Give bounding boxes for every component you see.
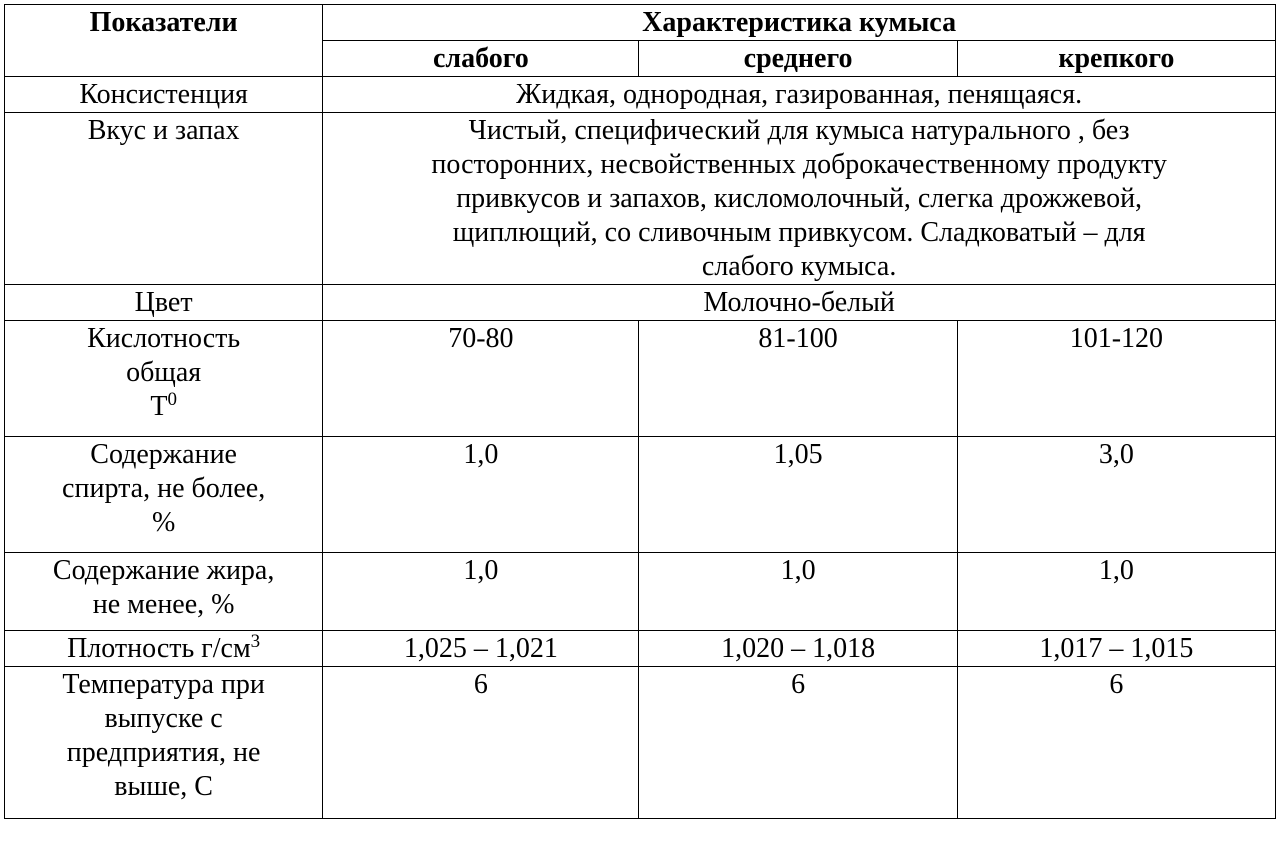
table-row-acidity xyxy=(5,321,1276,437)
label-line: Кислотность xyxy=(87,323,241,354)
cell-weak: 1,025 – 1,021 xyxy=(323,631,639,667)
row-label: Консистенция xyxy=(5,77,323,113)
cell-weak: 1,0 xyxy=(323,437,639,553)
cell-medium: 6 xyxy=(639,667,957,819)
row-value xyxy=(323,113,1276,285)
row-value: Жидкая, однородная, газированная, пенящаяся. xyxy=(323,77,1276,113)
row-label xyxy=(5,321,323,437)
label-line: спирта, не более, xyxy=(62,473,266,504)
subheader-strong: крепкого xyxy=(957,41,1275,77)
row-label: Цвет xyxy=(5,285,323,321)
superscript: 0 xyxy=(167,389,177,410)
cell-strong: 1,0 xyxy=(957,553,1275,631)
cell-medium: 1,05 xyxy=(639,437,957,553)
subheader-medium: среднего xyxy=(639,41,957,77)
row-label xyxy=(5,553,323,631)
cell-medium: 1,0 xyxy=(639,553,957,631)
cell-strong: 1,017 – 1,015 xyxy=(957,631,1275,667)
header-indicators: Показатели xyxy=(5,5,323,77)
subheader-weak: слабого xyxy=(323,41,639,77)
table-row-consistency xyxy=(5,77,1276,113)
text-line: щиплющий, со сливочным привкусом. Сладковатый – для xyxy=(452,217,1146,248)
text-line: слабого кумыса. xyxy=(701,251,897,282)
table-row-color xyxy=(5,285,1276,321)
cell-weak: 6 xyxy=(323,667,639,819)
text-line: посторонних, несвойственных доброкачественному продукту xyxy=(431,149,1167,180)
superscript: 3 xyxy=(250,631,261,652)
label-line: общая xyxy=(126,357,202,388)
cell-weak: 70-80 xyxy=(323,321,639,437)
label-line: Содержание xyxy=(90,439,237,470)
label-line: Содержание жира, xyxy=(52,555,275,586)
label-line: не менее, % xyxy=(92,589,235,620)
text-line: привкусов и запахов, кисломолочный, слегка дрожжевой, xyxy=(456,183,1143,214)
label-line: выпуске с xyxy=(104,703,223,734)
row-label xyxy=(5,631,323,667)
table-row-alcohol xyxy=(5,437,1276,553)
label-line: % xyxy=(151,507,176,538)
cell-strong: 6 xyxy=(957,667,1275,819)
label-line: Температура при xyxy=(62,669,265,700)
cell-medium: 81-100 xyxy=(639,321,957,437)
text-line: Чистый, специфический для кумыса натурального , без xyxy=(468,115,1130,146)
label-text: Плотность г/см xyxy=(67,633,251,664)
table-row-fat xyxy=(5,553,1276,631)
label-line: выше, С xyxy=(114,771,213,802)
table-row-density xyxy=(5,631,1276,667)
cell-strong: 3,0 xyxy=(957,437,1275,553)
header-characteristics: Характеристика кумыса xyxy=(323,5,1276,41)
row-label xyxy=(5,667,323,819)
header-row xyxy=(5,5,1276,41)
row-value: Молочно-белый xyxy=(323,285,1276,321)
label-line xyxy=(11,390,316,424)
cell-strong: 101-120 xyxy=(957,321,1275,437)
row-label: Вкус и запах xyxy=(5,113,323,285)
table-row-temperature xyxy=(5,667,1276,819)
label-line: предприятия, не xyxy=(66,737,261,768)
document-page xyxy=(4,4,1276,819)
koumiss-characteristics-table xyxy=(4,4,1276,819)
table-row-taste xyxy=(5,113,1276,285)
cell-medium: 1,020 – 1,018 xyxy=(639,631,957,667)
cell-weak: 1,0 xyxy=(323,553,639,631)
row-label xyxy=(5,437,323,553)
label-text: Т xyxy=(150,391,168,422)
